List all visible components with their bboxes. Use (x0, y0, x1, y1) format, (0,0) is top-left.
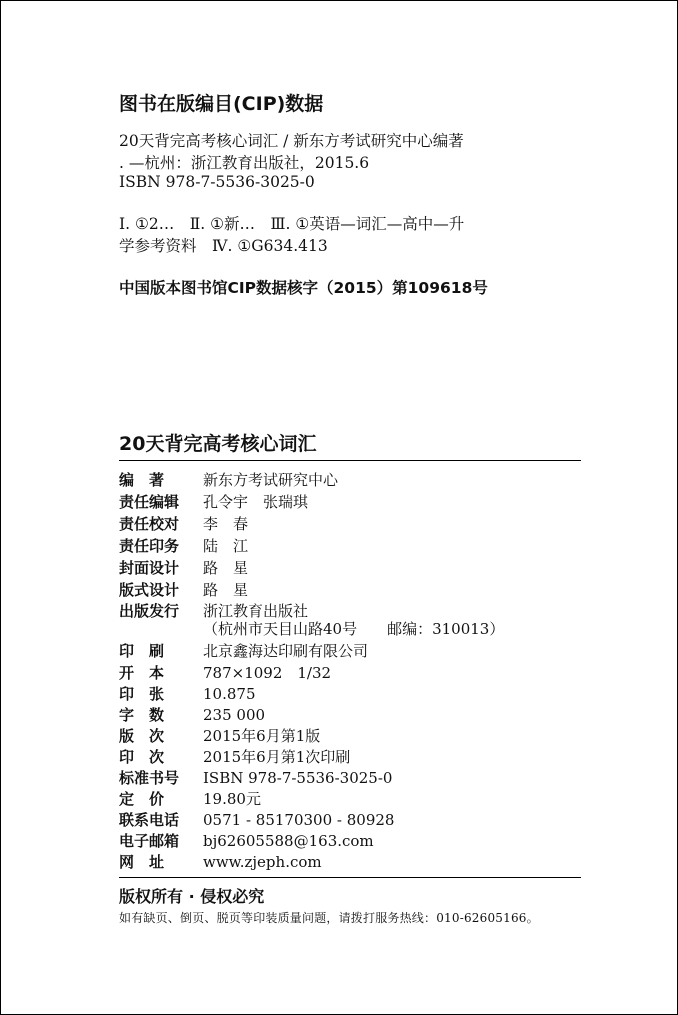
detail-label: 编 著 (119, 471, 165, 489)
detail-row (119, 810, 394, 831)
footer-divider (119, 877, 581, 878)
detail-row (119, 684, 256, 705)
detail-row (119, 663, 331, 684)
detail-label: 开 本 (119, 664, 165, 682)
publisher-address: （杭州市天目山路40号 邮编：310013） (203, 620, 505, 638)
detail-label: 网 址 (119, 853, 165, 871)
detail-row (119, 768, 392, 789)
detail-value: 北京鑫海达印刷有限公司 (203, 642, 369, 660)
detail-label: 标准书号 (119, 769, 180, 787)
detail-label: 版 次 (119, 727, 165, 745)
detail-row (119, 831, 374, 852)
detail-row (119, 558, 248, 579)
detail-value: www.zjeph.com (203, 853, 322, 871)
title-divider (119, 460, 581, 461)
cip-title: 图书在版编目(CIP)数据 (119, 93, 324, 115)
detail-value: 0571 - 85170300 - 80928 (203, 811, 395, 829)
detail-row (119, 789, 261, 810)
detail-row (119, 852, 322, 873)
detail-label: 联系电话 (119, 811, 180, 829)
detail-value: 2015年6月第1版 (203, 727, 321, 745)
detail-row (119, 747, 350, 768)
detail-value: 路 星 (203, 581, 249, 599)
detail-value: 路 星 (203, 559, 249, 577)
rights-statement: 版权所有 · 侵权必究 (119, 887, 265, 906)
detail-row (119, 470, 338, 491)
detail-value: 李 春 (203, 515, 249, 533)
detail-value: 新东方考试研究中心 (203, 471, 339, 489)
cip-line-1: 20天背完高考核心词汇 / 新东方考试研究中心编著 (119, 132, 464, 150)
cip-line-3: ISBN 978-7-5536-3025-0 (119, 173, 315, 191)
detail-value: 浙江教育出版社 (203, 602, 309, 620)
detail-row (119, 726, 320, 747)
detail-label: 定 价 (119, 790, 165, 808)
cip-line-2: . —杭州：浙江教育出版社，2015.6 (119, 154, 370, 172)
detail-value: 787×1092 1/32 (203, 664, 332, 682)
detail-row (119, 536, 248, 557)
detail-label: 印 刷 (119, 642, 165, 660)
detail-label: 封面设计 (119, 559, 180, 577)
cip-line-5: 学参考资料 Ⅳ. ①G634.413 (119, 237, 328, 255)
detail-row (119, 492, 308, 513)
detail-label: 字 数 (119, 706, 165, 724)
detail-label: 出版发行 (119, 602, 180, 620)
detail-row (119, 514, 248, 535)
detail-label: 责任印务 (119, 537, 180, 555)
detail-label: 版式设计 (119, 581, 180, 599)
detail-row (119, 580, 248, 601)
detail-value: 2015年6月第1次印刷 (203, 748, 351, 766)
detail-value: 235 000 (203, 706, 266, 724)
detail-label: 责任校对 (119, 515, 180, 533)
detail-value: ISBN 978-7-5536-3025-0 (203, 769, 393, 787)
detail-value: 19.80元 (203, 790, 261, 808)
detail-value: bj62605588@163.com (203, 832, 374, 850)
book-title: 20天背完高考核心词汇 (119, 433, 317, 455)
detail-value: 10.875 (203, 685, 256, 703)
quality-notice: 如有缺页、倒页、脱页等印装质量问题，请拨打服务热线：010-62605166。 (119, 911, 539, 925)
detail-label: 责任编辑 (119, 493, 180, 511)
cip-line-4: Ⅰ. ①2… Ⅱ. ①新… Ⅲ. ①英语—词汇—高中—升 (119, 215, 465, 233)
detail-value: 陆 江 (203, 537, 249, 555)
detail-row (119, 641, 368, 662)
detail-label: 印 张 (119, 685, 165, 703)
cip-verification: 中国版本图书馆CIP数据核字（2015）第109618号 (119, 279, 488, 297)
detail-label: 电子邮箱 (119, 832, 180, 850)
detail-label: 印 次 (119, 748, 165, 766)
detail-value: 孔令宇 张瑞琪 (203, 493, 309, 511)
detail-row (119, 705, 265, 726)
